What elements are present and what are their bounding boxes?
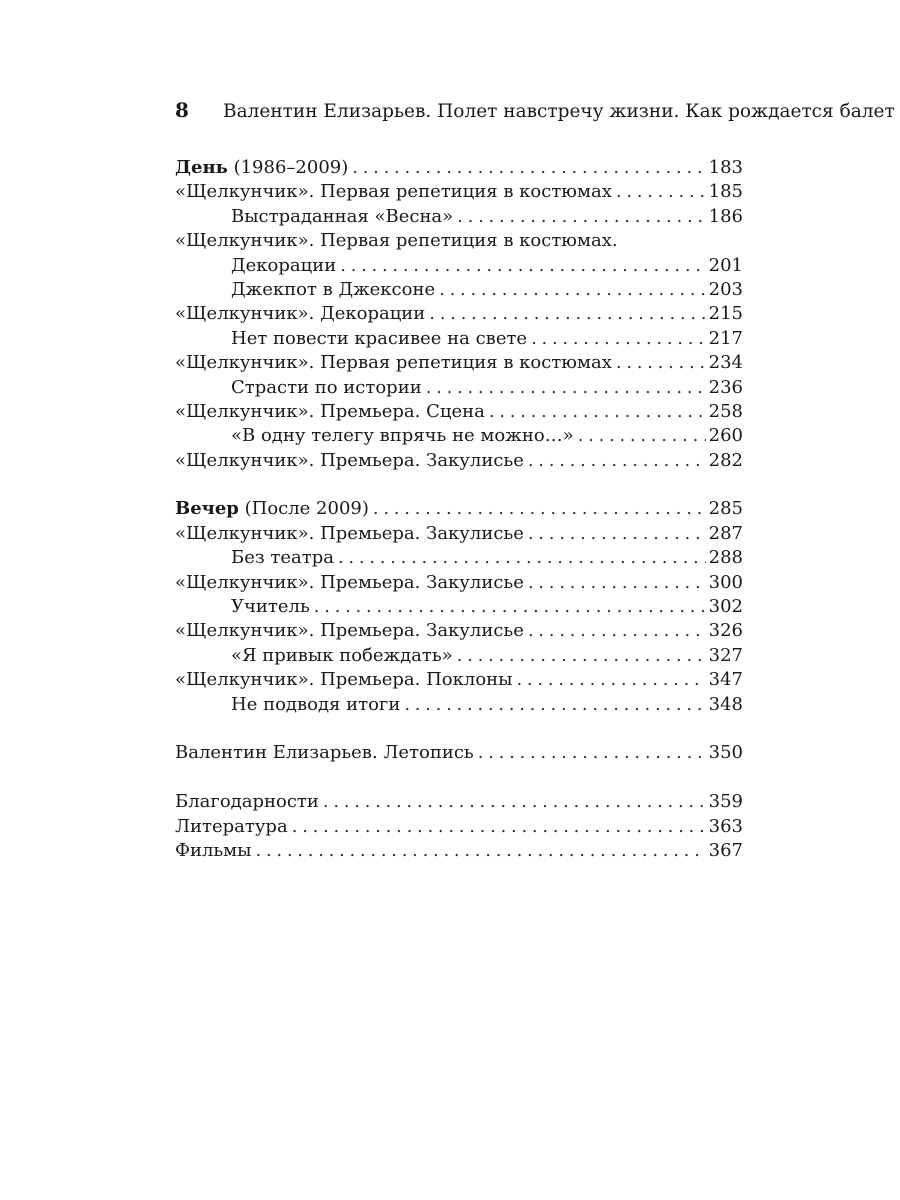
toc-page-number: 234 [708,352,743,374]
toc-entry[interactable] [175,254,743,278]
toc-entry[interactable] [175,644,743,668]
dot-leader [373,497,706,521]
toc-entry[interactable] [175,546,743,570]
toc-entry-text: (После 2009) [238,498,369,520]
dot-leader [578,424,706,448]
toc-entry-title [231,254,336,278]
dot-leader [426,376,706,400]
toc-entry-title [175,229,618,253]
toc-entry[interactable] [175,522,743,546]
dot-leader [404,693,705,717]
toc-entry-text: «Щелкунчик». Первая репетиция в костюмах [175,181,612,203]
toc-entry-text: «Щелкунчик». Премьера. Сцена [175,400,485,422]
toc-entry-text: «Щелкунчик». Премьера. Закулисье [175,571,524,593]
toc-entry[interactable] [175,571,743,595]
toc-entry[interactable] [175,741,743,765]
toc-page-number: 300 [708,571,743,593]
dot-leader [516,668,705,692]
toc-entry-title [175,815,288,839]
toc-entry-text: Фильмы [175,839,252,861]
toc-entry-text: Нет повести красивее на свете [231,327,528,349]
toc-entry-title [231,693,400,717]
toc-page-number: 260 [708,425,743,447]
toc-entry[interactable] [175,205,743,229]
toc-entry[interactable] [175,400,743,424]
toc-entry-title [231,424,574,448]
toc-entry[interactable] [175,790,743,814]
section-gap [175,473,743,497]
toc-entry-title [231,644,453,668]
toc-entry[interactable] [175,619,743,643]
dot-leader [531,327,706,351]
dot-leader [478,741,706,765]
dot-leader [616,351,706,375]
toc-page-number: 359 [708,791,743,813]
toc-entry-title [231,278,435,302]
toc-entry-title [175,302,425,326]
toc-page-number: 236 [708,376,743,398]
toc-entry-title [175,180,612,204]
toc-part-name: День [175,157,228,178]
toc-entry-title [175,668,512,692]
toc-entry-title [175,741,474,765]
toc-entry-text: «В одну телегу впрячь не можно…» [231,425,574,447]
table-of-contents [175,156,743,863]
toc-page-number: 282 [708,449,743,471]
toc-entry-text: Джекпот в Джексоне [231,278,436,300]
toc-entry[interactable] [175,595,743,619]
running-title: Валентин Елизарьев. Полет навстречу жизни. Как рождается балет [223,101,895,122]
toc-entry-title [231,546,334,570]
toc-entry-text: «Щелкунчик». Первая репетиция в костюмах. [175,230,618,252]
page-number: 8 [175,98,189,122]
toc-entry-text: «Щелкунчик». Премьера. Закулисье [175,620,524,642]
section-gap [175,766,743,790]
toc-page-number: 347 [708,669,743,691]
toc-entry-title [175,449,524,473]
toc-page-number: 217 [708,327,743,349]
toc-entry[interactable] [175,351,743,375]
toc-page-number: 350 [708,742,743,764]
toc-entry[interactable] [175,156,743,180]
toc-entry[interactable] [175,815,743,839]
toc-entry[interactable] [175,376,743,400]
toc-page-number: 186 [708,205,743,227]
toc-page-number: 185 [708,181,743,203]
toc-entry[interactable] [175,693,743,717]
toc-page-number: 327 [708,644,743,666]
toc-entry-text: Не подводя итоги [231,693,401,715]
dot-leader [340,254,705,278]
dot-leader [528,522,706,546]
dot-leader [528,449,706,473]
toc-entry-text: Страсти по истории [231,376,422,398]
dot-leader [338,546,706,570]
toc-entry-text: Литература [175,815,288,837]
toc-entry-title [231,595,310,619]
toc-entry-title [175,619,524,643]
toc-entry-title [175,571,524,595]
toc-entry-text: Благодарности [175,791,319,813]
dot-leader [292,815,706,839]
dot-leader [256,839,706,863]
toc-page-number: 367 [708,839,743,861]
toc-entry-title [175,351,612,375]
dot-leader [314,595,706,619]
toc-entry-text: Валентин Елизарьев. Летопись [175,742,474,764]
dot-leader [457,205,705,229]
toc-entry-text: Учитель [231,596,310,618]
toc-entry-title [231,327,527,351]
toc-page-number: 285 [708,498,743,520]
toc-entry[interactable] [175,668,743,692]
dot-leader [528,619,706,643]
toc-entry-text: (1986–2009) [227,157,349,178]
toc-page-number: 183 [708,157,743,178]
toc-page-number: 326 [708,620,743,642]
toc-entry-text: «Щелкунчик». Декорации [175,303,426,325]
toc-entry-text: «Я привык побеждать» [231,644,453,666]
toc-entry-text: «Щелкунчик». Премьера. Закулисье [175,449,524,471]
toc-entry-text: «Щелкунчик». Первая репетиция в костюмах [175,352,612,374]
toc-page-number: 363 [708,815,743,837]
dot-leader [323,790,706,814]
toc-entry-text: Без театра [231,547,334,569]
dot-leader [489,400,706,424]
toc-entry[interactable] [175,180,743,204]
toc-page-number: 201 [708,254,743,276]
dot-leader [429,302,705,326]
toc-page-number: 258 [708,400,743,422]
toc-entry-text: «Щелкунчик». Премьера. Поклоны [175,669,513,691]
dot-leader [352,156,705,180]
dot-leader [457,644,706,668]
toc-entry[interactable] [175,229,743,253]
toc-entry-title [175,400,485,424]
dot-leader [528,571,706,595]
toc-page-number: 215 [708,303,743,325]
dot-leader [439,278,706,302]
dot-leader [616,180,706,204]
toc-entry[interactable] [175,278,743,302]
toc-page-number: 287 [708,522,743,544]
toc-part-name: Вечер [175,498,239,520]
toc-entry-title [175,790,319,814]
toc-entry-title [175,156,348,180]
toc-entry-text: Декорации [231,254,337,276]
toc-page-number: 348 [708,693,743,715]
toc-entry-text: Выстраданная «Весна» [231,205,454,227]
toc-page-number: 203 [708,278,743,300]
toc-entry[interactable] [175,424,743,448]
section-gap [175,717,743,741]
toc-entry-text: «Щелкунчик». Премьера. Закулисье [175,522,524,544]
toc-page-number: 288 [708,547,743,569]
toc-entry-title [175,839,252,863]
toc-entry[interactable] [175,497,743,521]
toc-entry-title [231,205,453,229]
running-header [175,98,895,124]
toc-entry-title [231,376,422,400]
toc-entry-title [175,497,369,521]
toc-entry[interactable] [175,327,743,351]
toc-page-number: 302 [708,596,743,618]
toc-entry[interactable] [175,449,743,473]
toc-entry[interactable] [175,302,743,326]
toc-entry[interactable] [175,839,743,863]
toc-entry-title [175,522,524,546]
